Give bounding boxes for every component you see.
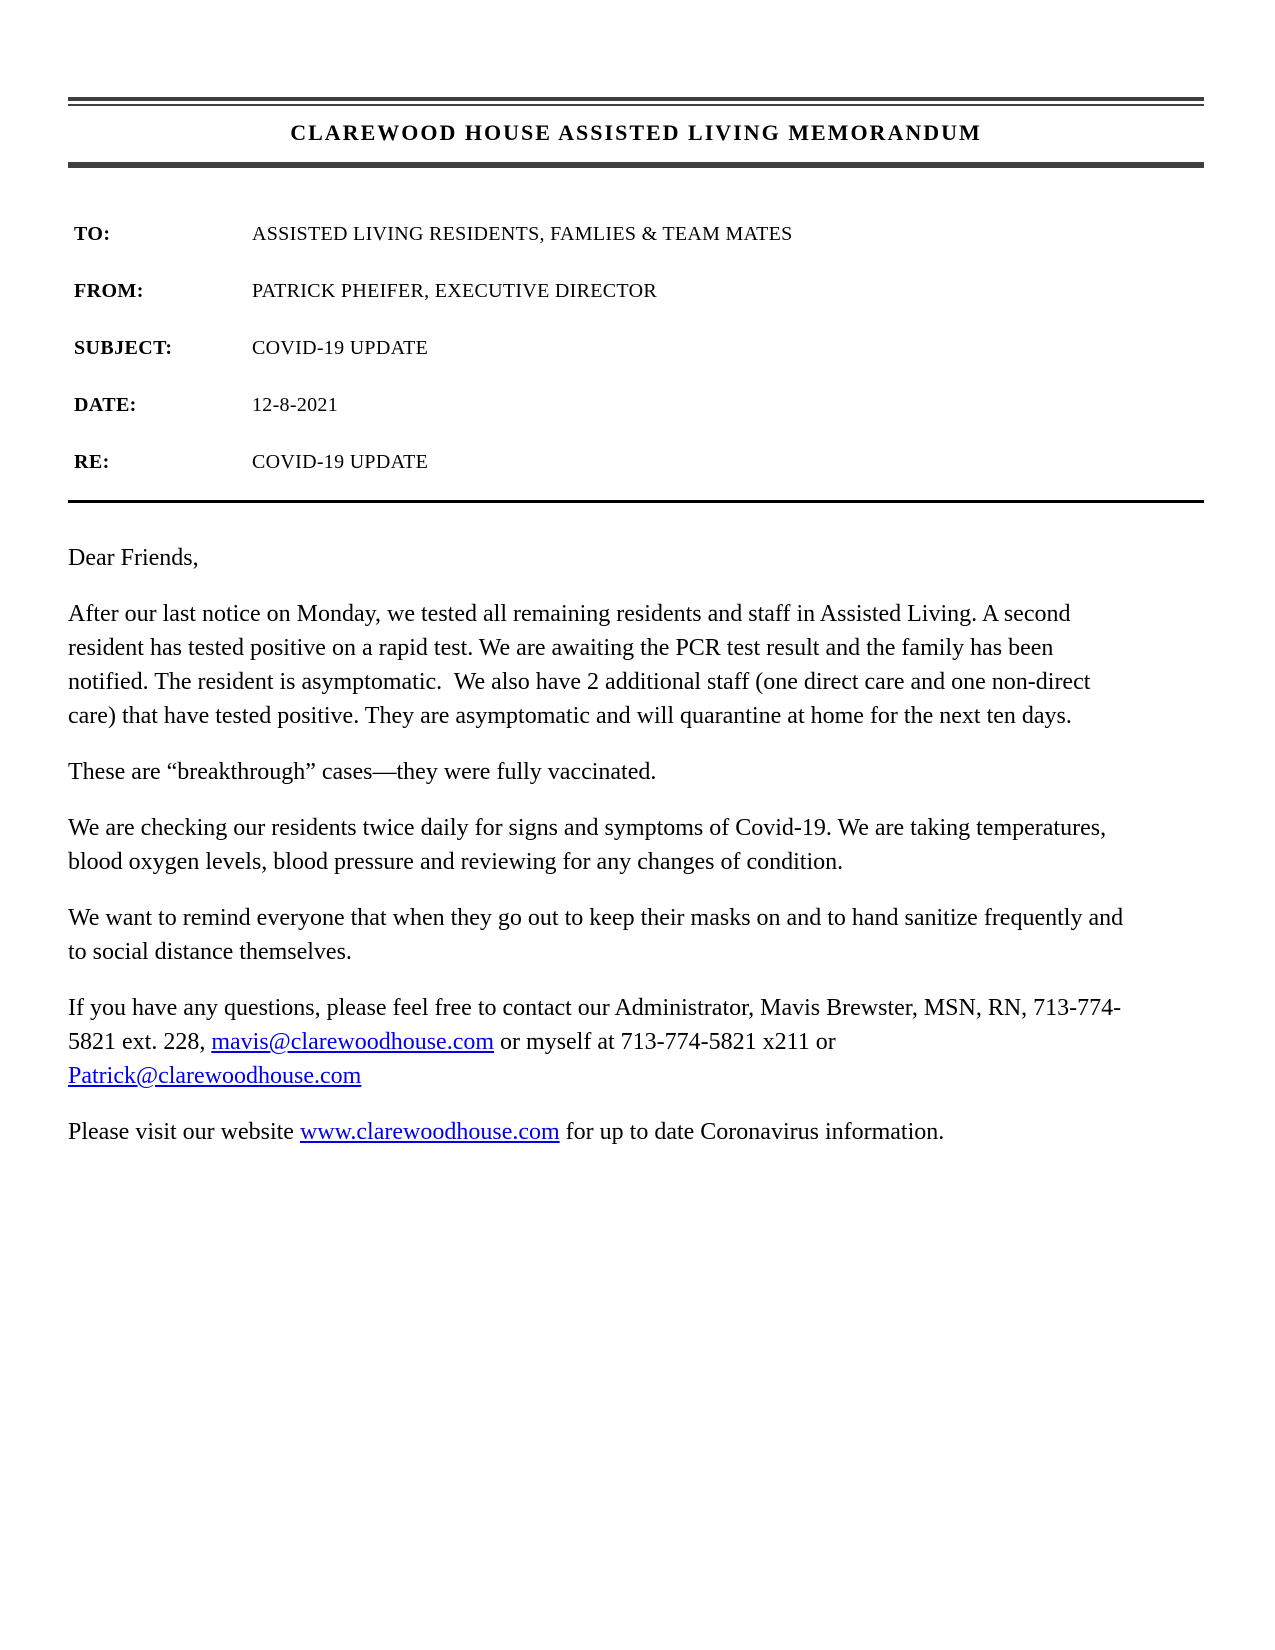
memo-field-row-re xyxy=(68,451,1204,474)
memo-body xyxy=(68,541,1204,1149)
field-value-to: ASSISTED LIVING RESIDENTS, FAMLIES & TEAM MATES xyxy=(252,223,793,245)
paragraph-update: After our last notice on Monday, we tested all remaining residents and staff in Assisted Living. A second resident has tested positive on a rapid test. We are awaiting the PCR test result and the family has been notified. The resident is asymptomatic. We also have 2 additional staff (one direct care and one non-direct care) that have tested positive. They are asymptomatic and will quarantine at home for the next ten days. xyxy=(68,601,1097,729)
field-value-re: COVID-19 UPDATE xyxy=(252,451,429,473)
field-label-from: FROM: xyxy=(74,280,144,302)
memo-field-row-date xyxy=(68,394,1204,417)
paragraph-monitoring: We are checking our residents twice daily for signs and symptoms of Covid-19. We are taking temperatures, blood oxygen levels, blood pressure and reviewing for any changes of condition. xyxy=(68,815,1113,875)
patrick-email-link[interactable]: Patrick@clarewoodhouse.com xyxy=(68,1063,362,1089)
header-rule-bottom xyxy=(68,162,1204,168)
paragraph-reminder: We want to remind everyone that when they go out to keep their masks on and to hand sanitize frequently and to social distance themselves. xyxy=(68,905,1130,965)
paragraph-website xyxy=(68,1115,1130,1149)
memo-field-row-to xyxy=(68,223,1204,246)
paragraph-breakthrough: These are “breakthrough” cases—they were fully vaccinated. xyxy=(68,759,657,785)
website-text-2: for up to date Coronavirus information. xyxy=(559,1119,945,1145)
website-text-1: Please visit our website xyxy=(68,1119,300,1145)
mavis-email-link[interactable]: mavis@clarewoodhouse.com xyxy=(211,1029,495,1055)
memo-field-row-subject xyxy=(68,337,1204,360)
paragraph-contact xyxy=(68,991,1130,1093)
field-value-subject: COVID-19 UPDATE xyxy=(252,337,429,359)
fields-divider xyxy=(68,500,1204,503)
contact-text-1: If you have any questions, please feel free to contact our Administrator, Mavis Brewster, MSN, RN, 713-774-5821 ext. 228, xyxy=(68,995,1122,1055)
field-label-re: RE: xyxy=(74,451,110,473)
memo-title: CLAREWOOD HOUSE ASSISTED LIVING MEMORANDUM xyxy=(290,120,982,145)
memo-field-row-from xyxy=(68,280,1204,303)
field-label-to: TO: xyxy=(74,223,111,245)
memo-header xyxy=(68,97,1204,168)
field-value-date: 12-8-2021 xyxy=(252,394,339,416)
contact-text-2: or myself at 713-774-5821 x211 or xyxy=(494,1029,842,1055)
salutation: Dear Friends, xyxy=(68,545,199,571)
website-link[interactable]: www.clarewoodhouse.com xyxy=(299,1119,560,1145)
field-label-subject: SUBJECT: xyxy=(74,337,173,359)
memo-fields xyxy=(68,223,1204,474)
field-label-date: DATE: xyxy=(74,394,137,416)
field-value-from: PATRICK PHEIFER, EXECUTIVE DIRECTOR xyxy=(252,280,657,302)
